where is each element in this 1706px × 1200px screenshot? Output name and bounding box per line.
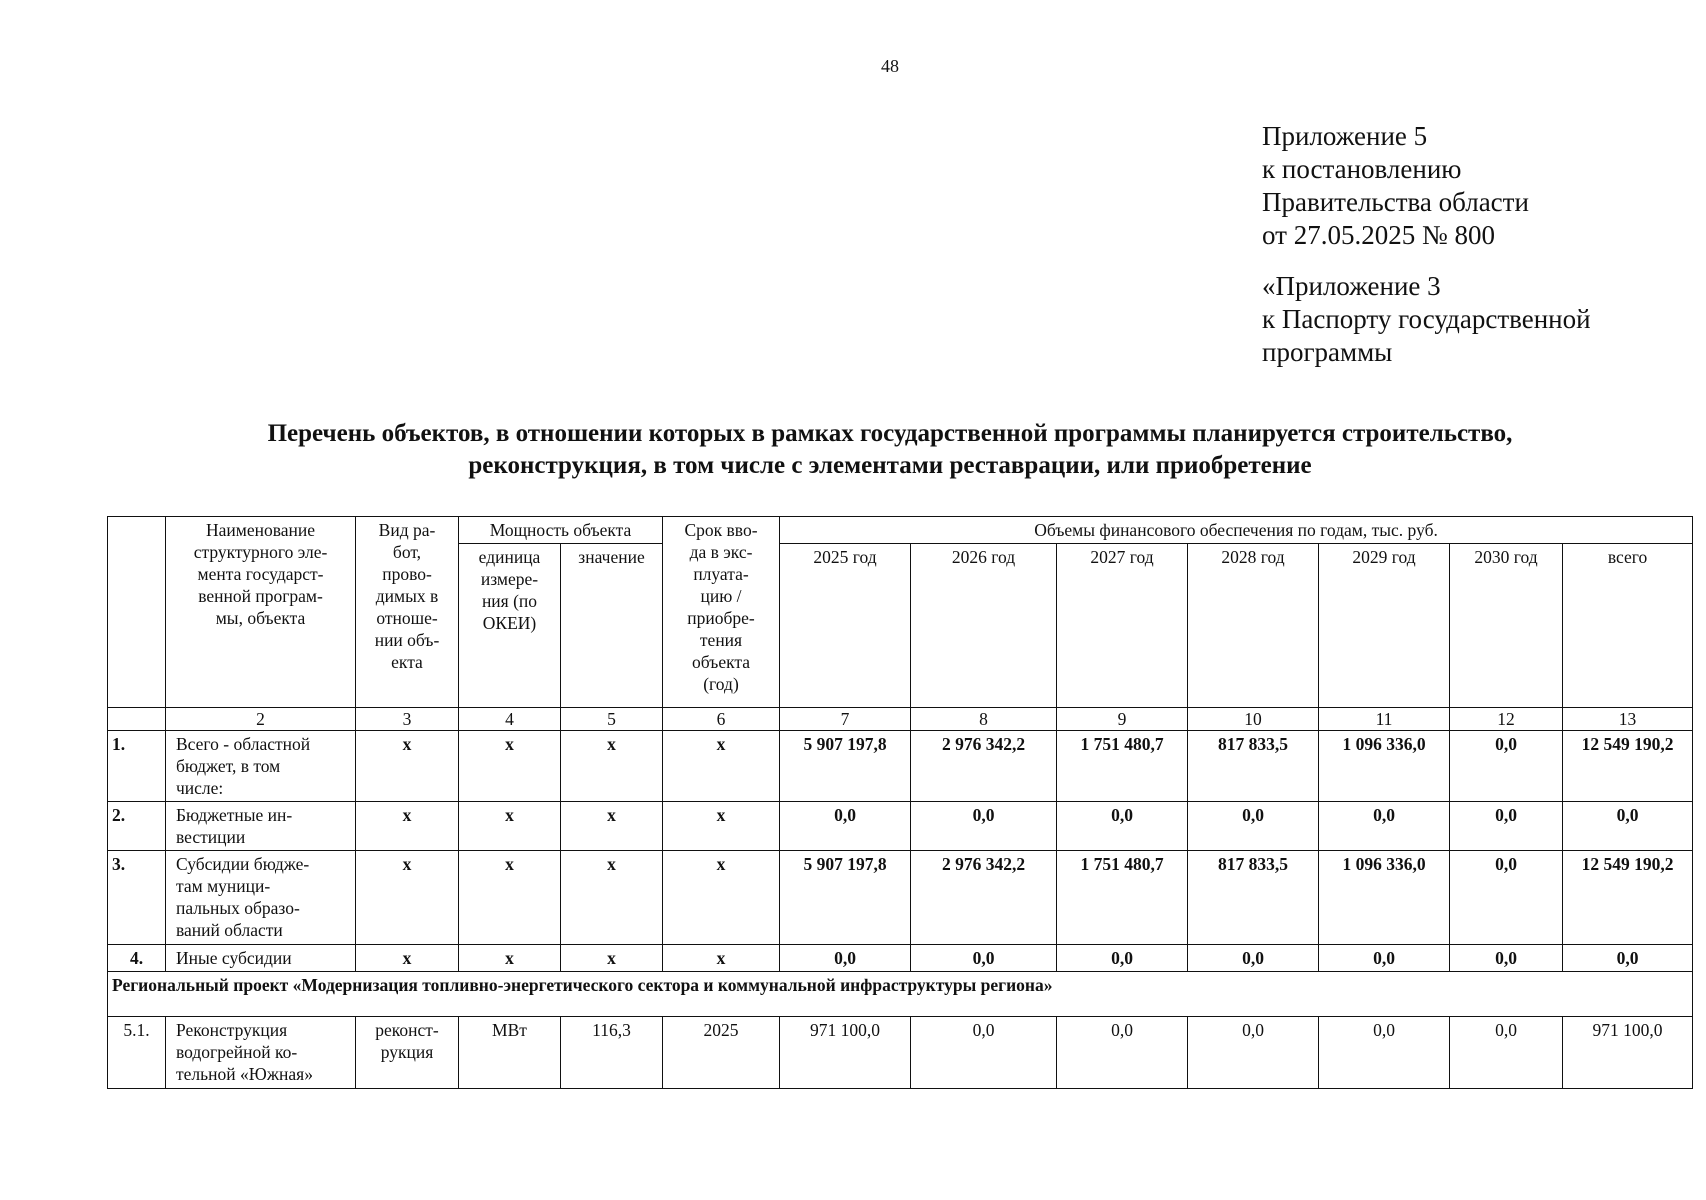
row-num: 2. (108, 802, 166, 851)
table-row (108, 851, 1693, 945)
row-amount: 0,0 (1188, 1017, 1319, 1089)
appendix-line: «Приложение 3 (1262, 271, 1441, 301)
column-number: 2 (166, 708, 356, 731)
row-num: 4. (108, 945, 166, 972)
row-amount: 0,0 (1319, 945, 1450, 972)
header-year: 2029 год (1319, 544, 1450, 708)
row-unit: х (459, 945, 561, 972)
row-name: Бюджетные ин- вестиции (166, 802, 356, 851)
header-num-cell (108, 517, 166, 708)
row-term: х (663, 851, 780, 945)
row-amount-total: 971 100,0 (1563, 1017, 1693, 1089)
header-year: 2025 год (780, 544, 911, 708)
objects-table (107, 516, 1693, 1089)
row-amount: 2 976 342,2 (911, 731, 1057, 802)
row-amount: 817 833,5 (1188, 731, 1319, 802)
row-amount: 0,0 (1057, 945, 1188, 972)
row-amount-total: 12 549 190,2 (1563, 731, 1693, 802)
row-value: 116,3 (561, 1017, 663, 1089)
header-row (108, 517, 1693, 544)
header-year: 2028 год (1188, 544, 1319, 708)
appendix-header (1262, 120, 1682, 387)
document-title (150, 418, 1630, 482)
title-line: реконструкция, в том числе с элементами реставрации, или приобретение (468, 452, 1312, 479)
row-amount-total: 0,0 (1563, 945, 1693, 972)
row-amount: 0,0 (1057, 802, 1188, 851)
row-amount-total: 0,0 (1563, 802, 1693, 851)
row-amount: 1 096 336,0 (1319, 731, 1450, 802)
row-amount: 0,0 (1450, 851, 1563, 945)
row-amount-total: 12 549 190,2 (1563, 851, 1693, 945)
column-number: 13 (1563, 708, 1693, 731)
row-work-type: х (356, 731, 459, 802)
row-term: 2025 (663, 1017, 780, 1089)
table-row (108, 945, 1693, 972)
appendix-line: к Паспорту государственной (1262, 304, 1591, 334)
column-number: 3 (356, 708, 459, 731)
appendix-block-2 (1262, 270, 1682, 369)
row-amount: 0,0 (1188, 945, 1319, 972)
header-name: Наименование структурного эле- мента государст- венной програм- мы, объекта (166, 517, 356, 708)
row-amount: 0,0 (1188, 802, 1319, 851)
row-unit: х (459, 851, 561, 945)
row-work-type: х (356, 802, 459, 851)
row-amount: 0,0 (780, 945, 911, 972)
project-title: Региональный проект «Модернизация топливно-энергетического сектора и коммунальной инфраструктуры региона» (108, 972, 1693, 1017)
row-amount: 5 907 197,8 (780, 731, 911, 802)
appendix-block-1 (1262, 120, 1682, 252)
appendix-line: Приложение 5 (1262, 121, 1428, 151)
header-funding: Объемы финансового обеспечения по годам, тыс. руб. (780, 517, 1693, 544)
column-number: 11 (1319, 708, 1450, 731)
row-term: х (663, 802, 780, 851)
column-number: 12 (1450, 708, 1563, 731)
row-amount: 0,0 (1450, 731, 1563, 802)
row-unit: х (459, 731, 561, 802)
header-year: 2027 год (1057, 544, 1188, 708)
title-line: Перечень объектов, в отношении которых в рамках государственной программы планируется строительство, (267, 420, 1513, 447)
appendix-line: программы (1262, 337, 1393, 367)
row-amount: 0,0 (911, 1017, 1057, 1089)
row-unit: МВт (459, 1017, 561, 1089)
row-work-type: х (356, 851, 459, 945)
row-name: Иные субсидии (166, 945, 356, 972)
row-amount: 817 833,5 (1188, 851, 1319, 945)
row-amount: 0,0 (1450, 945, 1563, 972)
row-amount: 0,0 (911, 945, 1057, 972)
row-amount: 0,0 (1319, 1017, 1450, 1089)
row-num: 1. (108, 731, 166, 802)
row-name: Субсидии бюдже- там муници- пальных образо- ваний области (166, 851, 356, 945)
table-row (108, 731, 1693, 802)
column-number: 7 (780, 708, 911, 731)
page-number: 48 (881, 56, 899, 76)
row-value: х (561, 802, 663, 851)
row-amount: 2 976 342,2 (911, 851, 1057, 945)
appendix-line: к постановлению (1262, 154, 1462, 184)
header-total: всего (1563, 544, 1693, 708)
row-amount: 0,0 (1450, 802, 1563, 851)
row-work-type: реконст- рукция (356, 1017, 459, 1089)
row-unit: х (459, 802, 561, 851)
column-number: 8 (911, 708, 1057, 731)
header-capacity: Мощность объекта (459, 517, 663, 544)
row-amount: 0,0 (911, 802, 1057, 851)
project-row (108, 972, 1693, 1017)
column-number: 9 (1057, 708, 1188, 731)
row-amount: 0,0 (1450, 1017, 1563, 1089)
column-number-row (108, 708, 1693, 731)
header-unit: единица измере- ния (по ОКЕИ) (459, 544, 561, 708)
appendix-line: Правительства области (1262, 187, 1529, 217)
row-amount: 1 751 480,7 (1057, 851, 1188, 945)
row-work-type: х (356, 945, 459, 972)
column-number: 6 (663, 708, 780, 731)
row-num: 5.1. (108, 1017, 166, 1089)
row-value: х (561, 945, 663, 972)
header-term: Срок вво- да в экс- плуата- цию / приобре- тения объекта (год) (663, 517, 780, 708)
row-value: х (561, 851, 663, 945)
row-amount: 1 751 480,7 (1057, 731, 1188, 802)
row-value: х (561, 731, 663, 802)
row-name: Всего - областной бюджет, в том числе: (166, 731, 356, 802)
row-amount: 0,0 (1057, 1017, 1188, 1089)
table-row (108, 802, 1693, 851)
row-amount: 971 100,0 (780, 1017, 911, 1089)
row-amount: 0,0 (780, 802, 911, 851)
column-number: 10 (1188, 708, 1319, 731)
appendix-line: от 27.05.2025 № 800 (1262, 220, 1495, 250)
row-term: х (663, 731, 780, 802)
row-num: 3. (108, 851, 166, 945)
header-year: 2026 год (911, 544, 1057, 708)
row-name: Реконструкция водогрейной ко- тельной «Южная» (166, 1017, 356, 1089)
row-amount: 5 907 197,8 (780, 851, 911, 945)
column-number: 5 (561, 708, 663, 731)
row-amount: 1 096 336,0 (1319, 851, 1450, 945)
column-number: 4 (459, 708, 561, 731)
column-number (108, 708, 166, 731)
header-work-type: Вид ра- бот, прово- димых в отноше- нии объ- екта (356, 517, 459, 708)
row-term: х (663, 945, 780, 972)
row-amount: 0,0 (1319, 802, 1450, 851)
header-year: 2030 год (1450, 544, 1563, 708)
table-row (108, 1017, 1693, 1089)
header-value: значение (561, 544, 663, 708)
